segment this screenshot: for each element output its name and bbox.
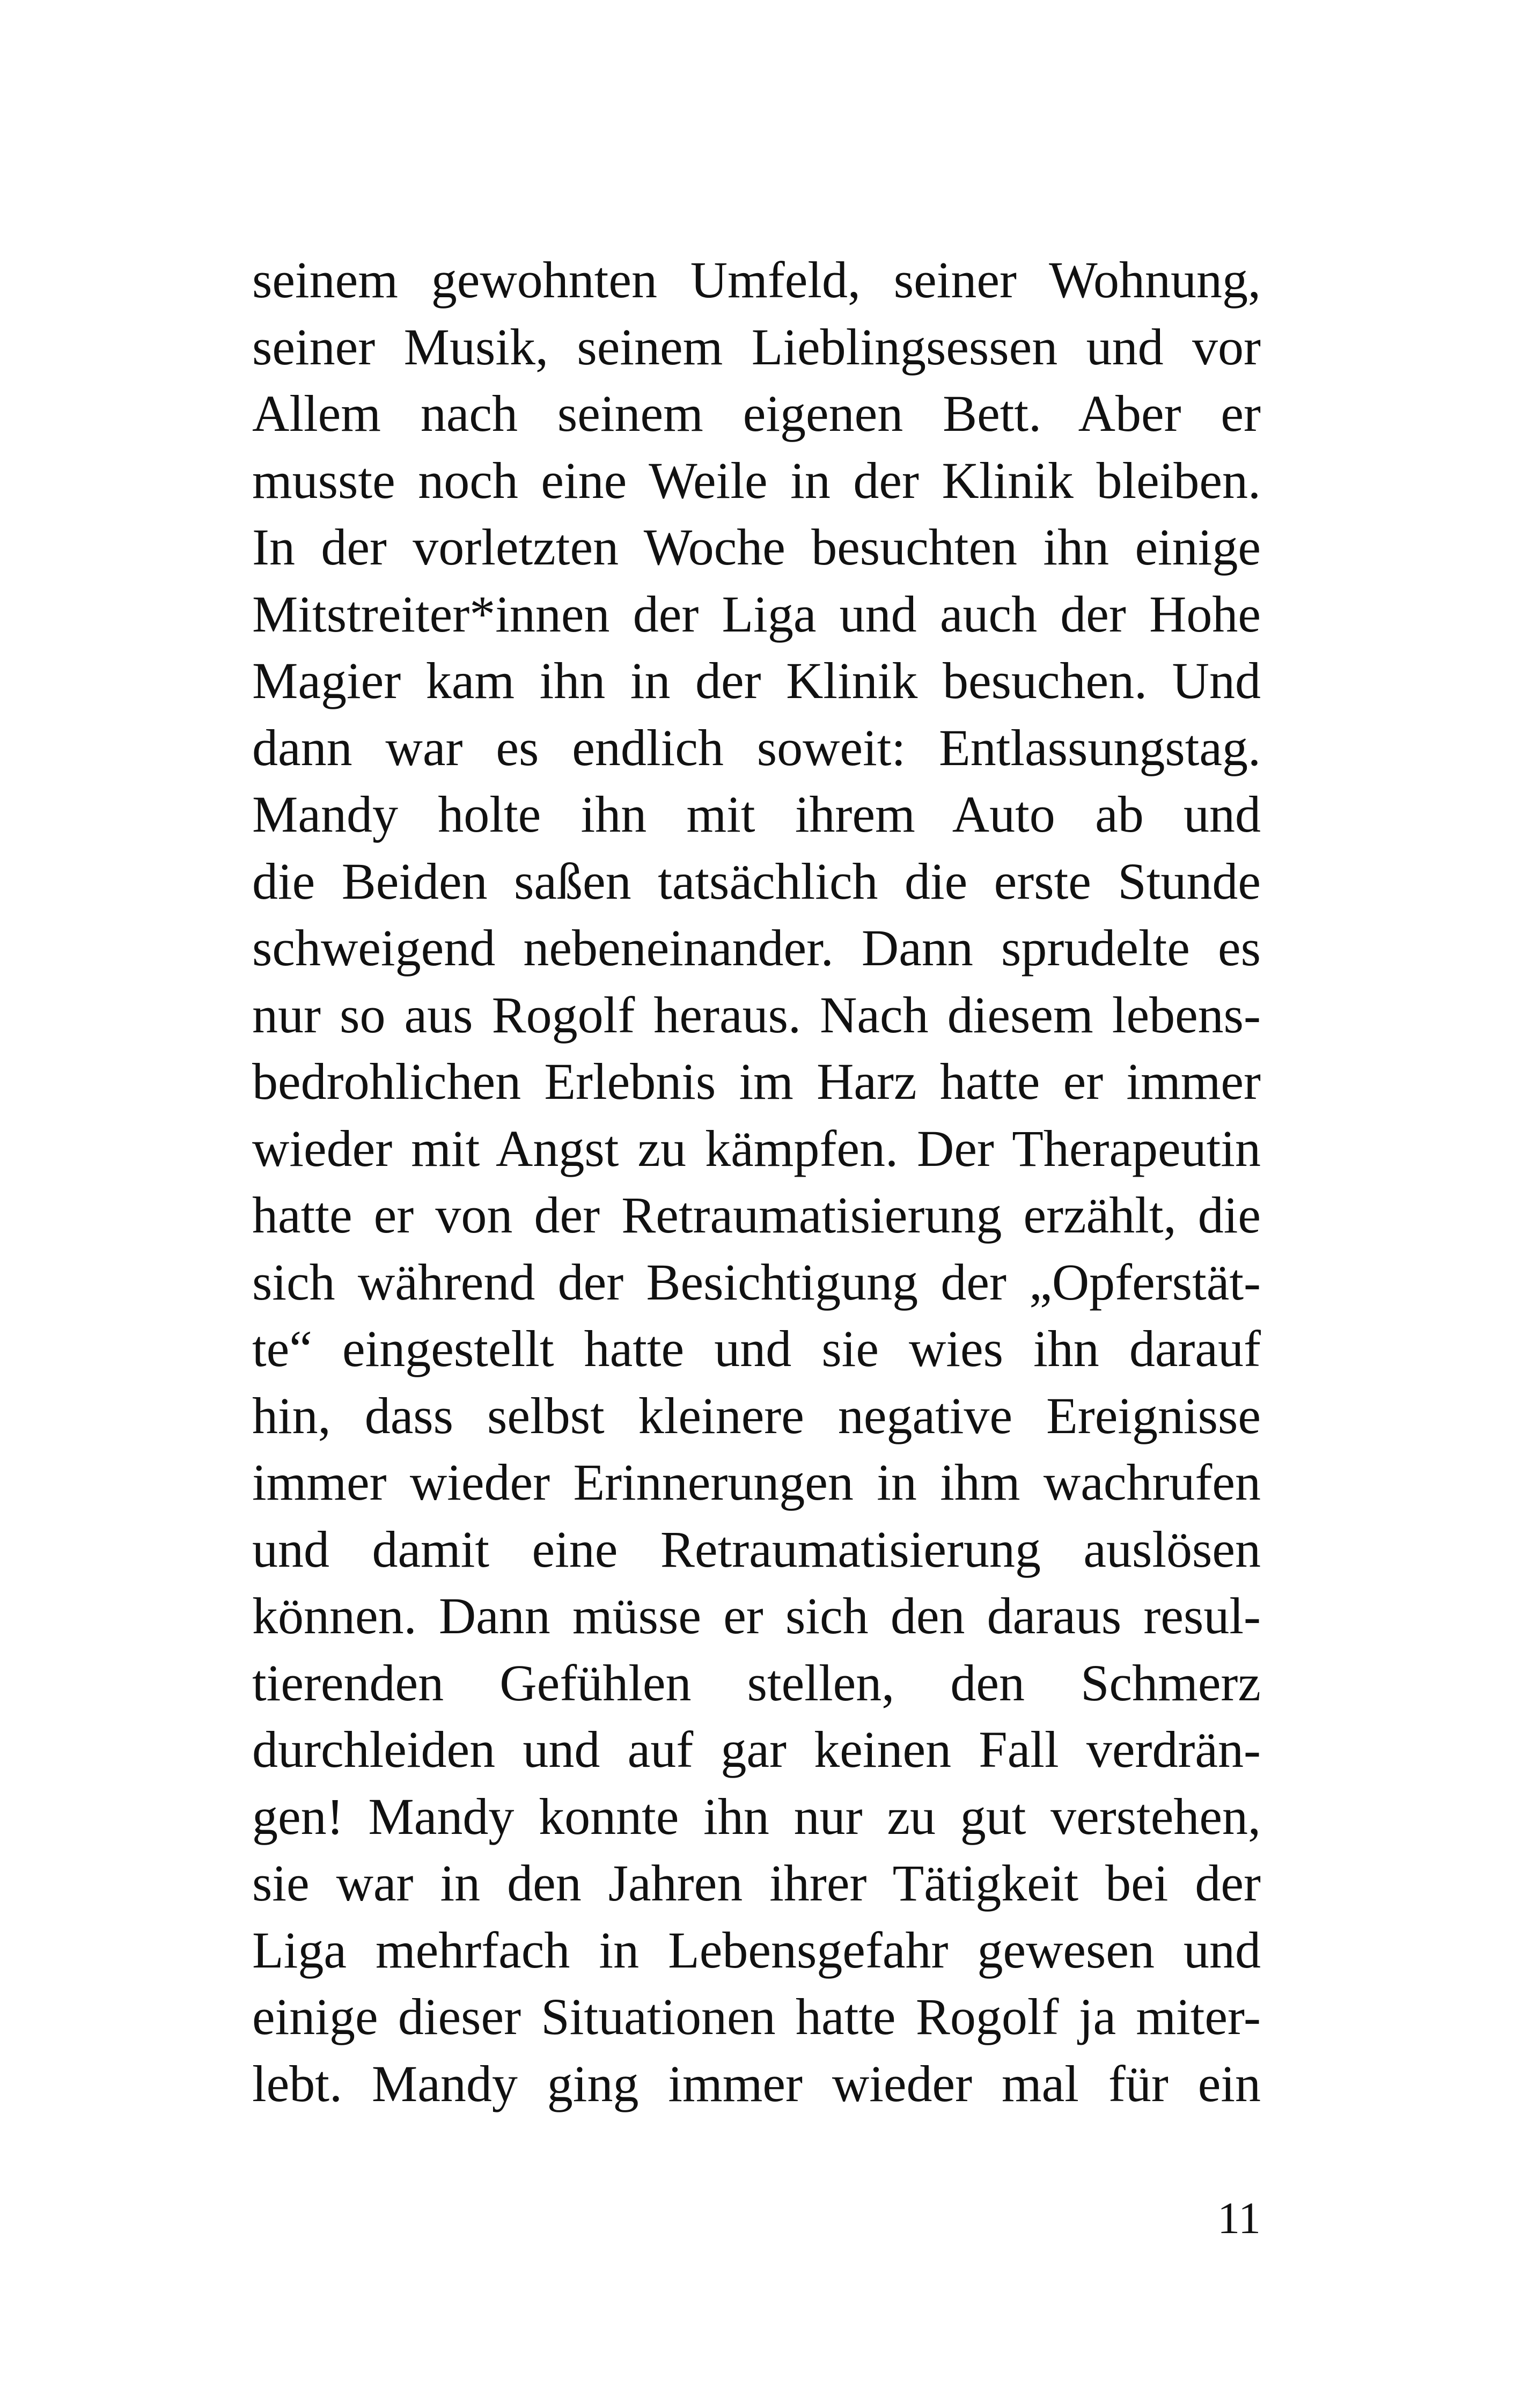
text-line: nur so aus Rogolf heraus. Nach diesem lebens-: [252, 986, 1261, 1044]
text-line: sie war in den Jahren ihrer Tätigkeit bei der: [252, 1854, 1261, 1912]
text-line: Allem nach seinem eigenen Bett. Aber er: [252, 385, 1261, 442]
text-line: hatte er von der Retraumatisierung erzählt, die: [252, 1186, 1261, 1244]
text-line: seiner Musik, seinem Lieblingsessen und vor: [252, 318, 1261, 376]
text-line: und damit eine Retraumatisierung auslösen: [252, 1520, 1261, 1578]
text-line: Mandy holte ihn mit ihrem Auto ab und: [252, 785, 1261, 843]
text-line: dann war es endlich soweit: Entlassungstag.: [252, 718, 1261, 776]
text-line: die Beiden saßen tatsächlich die erste Stunde: [252, 852, 1261, 910]
text-line: Magier kam ihn in der Klinik besuchen. Und: [252, 652, 1261, 709]
text-line: Liga mehrfach in Lebensgefahr gewesen und: [252, 1921, 1261, 1979]
text-line: wieder mit Angst zu kämpfen. Der Therapeutin: [252, 1119, 1261, 1177]
text-line: hin, dass selbst kleinere negative Ereignisse: [252, 1386, 1261, 1444]
text-line: bedrohlichen Erlebnis im Harz hatte er immer: [252, 1053, 1261, 1110]
text-line: tierenden Gefühlen stellen, den Schmerz: [252, 1654, 1261, 1712]
text-line: musste noch eine Weile in der Klinik bleiben.: [252, 451, 1261, 509]
text-line: immer wieder Erinnerungen in ihm wachrufen: [252, 1453, 1261, 1511]
text-line: lebt. Mandy ging immer wieder mal für ein: [252, 2054, 1261, 2112]
text-line: schweigend nebeneinander. Dann sprudelte es: [252, 919, 1261, 977]
text-line: te“ eingestellt hatte und sie wies ihn darauf: [252, 1320, 1261, 1377]
body-text: [252, 247, 1261, 2117]
text-line: sich während der Besichtigung der „Opferstät-: [252, 1253, 1261, 1311]
text-line: gen! Mandy konnte ihn nur zu gut verstehen,: [252, 1787, 1261, 1845]
text-line: einige dieser Situationen hatte Rogolf ja miter-: [252, 1988, 1261, 2045]
text-line: seinem gewohnten Umfeld, seiner Wohnung,: [252, 251, 1261, 309]
text-line: Mitstreiter*innen der Liga und auch der Hohe: [252, 585, 1261, 643]
page-number: 11: [1217, 2193, 1261, 2243]
text-line: In der vorletzten Woche besuchten ihn einige: [252, 518, 1261, 576]
text-line: können. Dann müsse er sich den daraus resul-: [252, 1587, 1261, 1645]
text-line: durchleiden und auf gar keinen Fall verdrän-: [252, 1721, 1261, 1778]
